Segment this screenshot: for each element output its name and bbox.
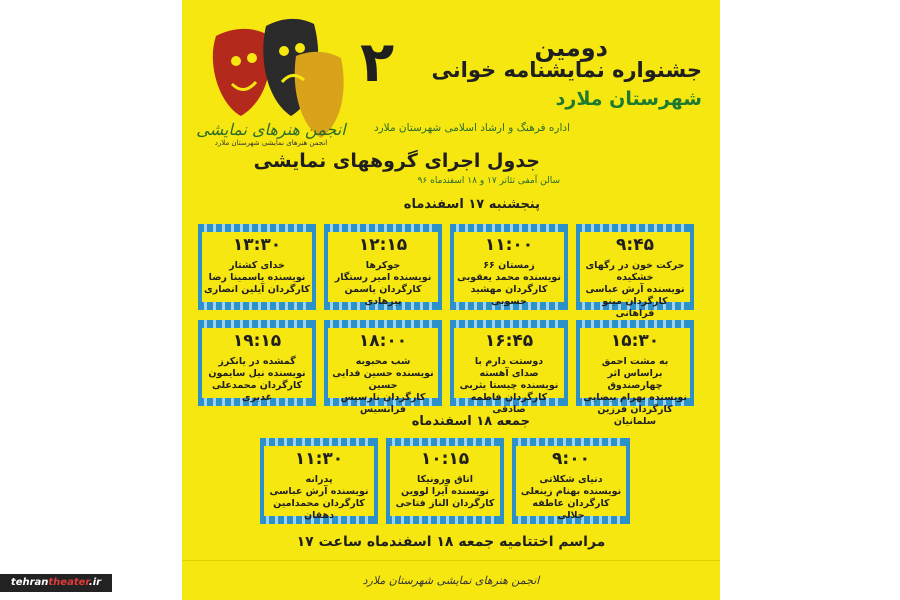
show-card bbox=[386, 438, 504, 524]
show-time: ۱۶:۴۵ bbox=[484, 331, 534, 351]
title-city: شهرستان ملارد bbox=[555, 88, 702, 110]
show-director: کارگردان محمدامین دهقان bbox=[273, 498, 365, 521]
show-title: اتاق ورونیکا bbox=[416, 474, 473, 485]
show-time: ۱۹:۱۵ bbox=[232, 331, 282, 351]
show-time: ۹:۰۰ bbox=[552, 449, 590, 469]
show-writer: نویسنده محمد یعقوبی bbox=[457, 272, 561, 283]
show-director: کارگردان مینو فراهانی bbox=[602, 296, 668, 319]
show-time: ۱۰:۱۵ bbox=[420, 449, 470, 469]
show-director: کارگردان محمدعلی غدیری bbox=[211, 380, 303, 403]
show-writer: نویسنده چیستا یثربی bbox=[459, 380, 559, 391]
show-director: کارگردان آیلین انصاری bbox=[204, 284, 310, 295]
schedule-title: جدول اجرای گروههای نمایشی bbox=[253, 150, 540, 172]
site-watermark bbox=[0, 574, 112, 592]
show-time: ۱۳:۳۰ bbox=[232, 235, 282, 255]
show-card bbox=[324, 320, 442, 415]
show-card bbox=[450, 320, 568, 415]
show-title: زمستان ۶۶ bbox=[483, 260, 535, 271]
show-card bbox=[198, 224, 316, 310]
show-time: ۱۱:۳۰ bbox=[294, 449, 344, 469]
show-director: کارگردان فرزین سلمانیان bbox=[597, 404, 673, 427]
title-festival: جشنواره نمایشنامه خوانی bbox=[431, 58, 702, 82]
festival-poster bbox=[182, 0, 720, 600]
organizer-line: اداره فرهنگ و ارشاد اسلامی شهرستان ملارد bbox=[373, 122, 570, 134]
show-title: خدای کشتار bbox=[229, 260, 285, 271]
day1-heading: پنجشنبه ۱۷ اسفندماه bbox=[403, 197, 540, 212]
show-director: کارگردان مهشید حسوبی bbox=[470, 284, 548, 307]
show-director: کارگردان الناز فتاحی bbox=[395, 498, 495, 509]
show-time: ۱۸:۰۰ bbox=[358, 331, 408, 351]
show-card bbox=[576, 224, 694, 319]
show-title: حرکت خون در رگهای خشکیده bbox=[585, 260, 685, 283]
show-writer: نویسنده نیل سایمون bbox=[208, 368, 306, 379]
closing-ceremony: مراسم اختتامیه جمعه ۱۸ اسفندماه ساعت ۱۷ bbox=[296, 534, 606, 550]
show-source: براساس اثر چهارصندوق bbox=[607, 368, 663, 391]
association-logo-text: انجمن هنرهای نمایشی bbox=[196, 120, 346, 139]
show-writer: نویسنده بهرام بیضایی bbox=[583, 392, 687, 403]
title-edition: دومین bbox=[534, 34, 608, 62]
show-title-cont: صدای آهسته bbox=[479, 368, 539, 379]
show-writer: نویسنده حسین فدایی حسین bbox=[332, 368, 434, 391]
watermark-mid: theater bbox=[48, 577, 89, 588]
show-card bbox=[198, 320, 316, 406]
show-writer: نویسنده بهنام زینعلی bbox=[520, 486, 622, 497]
watermark-left: tehran bbox=[10, 577, 49, 588]
show-writer: نویسنده آیرا لووین bbox=[401, 486, 489, 497]
show-card bbox=[512, 438, 630, 524]
show-title: جوکرها bbox=[365, 260, 401, 271]
show-card bbox=[576, 320, 694, 427]
day2-schedule-grid bbox=[260, 438, 630, 524]
show-title: دنیای شکلاتی bbox=[539, 474, 603, 485]
show-director: کارگردان یاسمن پیرهادی bbox=[344, 284, 422, 307]
watermark-right: .ir bbox=[88, 577, 102, 588]
venue-line: سالن آمفی تئاتر ۱۷ و ۱۸ اسفندماه ۹۶ bbox=[417, 176, 560, 186]
show-writer: نویسنده آرش عباسی bbox=[585, 284, 685, 295]
show-time: ۱۲:۱۵ bbox=[358, 235, 408, 255]
day2-heading: جمعه ۱۸ اسفندماه bbox=[411, 414, 530, 429]
show-title: گمشده در یانکرز bbox=[218, 356, 296, 367]
edition-number: ۲ bbox=[360, 30, 395, 95]
show-title: دوستت دارم با bbox=[474, 356, 544, 367]
show-time: ۹:۴۵ bbox=[616, 235, 654, 255]
show-writer: نویسنده آرش عباسی bbox=[269, 486, 369, 497]
show-director: کارگردان عاطفه جلالی bbox=[532, 498, 610, 521]
show-writer: نویسنده امیر رستگار bbox=[334, 272, 432, 283]
show-card bbox=[450, 224, 568, 310]
show-director: کارگردان فاطمه صادقی bbox=[470, 392, 548, 415]
association-logo bbox=[196, 120, 346, 147]
show-card bbox=[324, 224, 442, 310]
show-title: شب محبوبه bbox=[355, 356, 411, 367]
footer-signature: انجمن هنرهای نمایشی شهرستان ملارد bbox=[362, 574, 540, 587]
show-card bbox=[260, 438, 378, 524]
show-writer: نویسنده یاسمینا رضا bbox=[208, 272, 306, 283]
show-title: به مشت احمق bbox=[601, 356, 669, 367]
show-director: کارگردان نارسیس فرانسیس bbox=[340, 392, 426, 415]
show-time: ۱۱:۰۰ bbox=[484, 235, 534, 255]
show-time: ۱۵:۳۰ bbox=[610, 331, 660, 351]
association-caption: انجمن هنرهای نمایشی شهرستان ملارد bbox=[214, 139, 328, 147]
show-title: پدرانه bbox=[305, 474, 333, 485]
